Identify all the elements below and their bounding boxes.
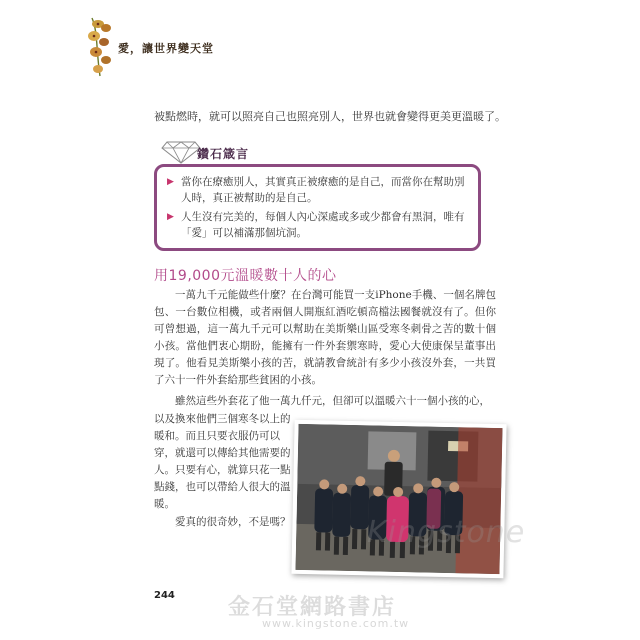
page-number: 244 bbox=[154, 590, 175, 601]
watermark-url: www.kingstone.com.tw bbox=[262, 617, 410, 630]
triangle-bullet-icon: ▶ bbox=[167, 212, 174, 222]
intro-text: 被點燃時，就可以照亮自己也照亮別人，世界也就會變得更美更溫暖了。 bbox=[154, 110, 506, 123]
callout-item bbox=[167, 174, 470, 206]
callout-item-text: 人生沒有完美的，每個人內心深處或多或少都會有黑洞，唯有「愛」可以補滿那個坑洞。 bbox=[181, 211, 465, 239]
diamond-icon bbox=[161, 136, 201, 164]
group-photo bbox=[291, 420, 506, 578]
callout-title: 鑽石箴言 bbox=[197, 147, 250, 161]
paragraph-1: 一萬九千元能做些什麼？在台灣可能買一支iPhone手機、一個名牌包包、一台數位相機，或者兩個人開瓶紅酒吃頓高檔法國餐就沒有了。但你可曾想過，這一萬九千元可以幫助在美斯樂山區受寒冬刺骨之苦的數十個小孩。當他們衷心期盼，能擁有一件外套禦寒時，愛心大使康保呈董事出現了。他看見美斯樂小孩的苦，就請教會統計有多少小孩沒外套，一共買了六十一件外套給那些貧困的小孩。 bbox=[154, 289, 496, 386]
section-heading: 用19,000元溫暖數十人的心 bbox=[154, 268, 337, 284]
triangle-bullet-icon: ▶ bbox=[167, 177, 174, 187]
paragraph-2-rest: 以及換來他們三個寒冬以上的暖和。而且只要衣服仍可以穿，就還可以傳給其他需要的人。只要有心，就算只花一點點錢，也可以帶給人很大的溫暖。 bbox=[154, 413, 291, 510]
watermark-logo: Kingstone bbox=[367, 515, 526, 550]
callout-item-text: 當你在療癒別人，其實真正被療癒的是自己，而當你在幫助別人時，真正被幫助的是自己。 bbox=[181, 176, 465, 204]
children-in-jackets-photo bbox=[295, 424, 502, 574]
running-head: 愛，讓世界變天堂 bbox=[118, 42, 214, 55]
watermark-chinese: 金石堂網路書店 bbox=[228, 594, 397, 620]
callout-box bbox=[154, 164, 481, 251]
paragraph-2-first-line: 雖然這些外套花了他一萬九仟元，但卻可以溫暖六十一個小孩的心， bbox=[175, 395, 490, 407]
paragraph-3: 愛真的很奇妙，不是嗎？ bbox=[175, 516, 291, 528]
callout-item bbox=[167, 209, 470, 241]
